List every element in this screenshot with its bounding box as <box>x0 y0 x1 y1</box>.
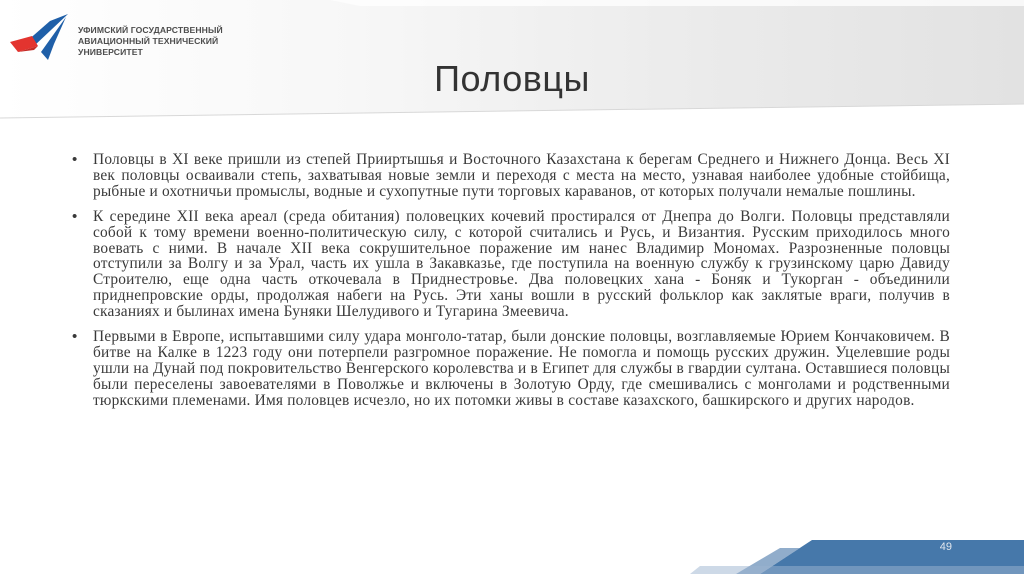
bullet-item: • Половцы в XI веке пришли из степей Прииртышья и Восточного Казахстана к берегам Среднего и Нижнего Донца. Весь XI век половцы осваивали степь, захватывая новые земли и переходя с места на место, узнавая наиболее удобные стойбища, рыбные и охотничьи промыслы, водные и сухопутные пути торговых караванов, от которых получали немалые пошлины. <box>72 152 950 200</box>
bullet-item: • К середине XII века ареал (среда обитания) половецких кочевий простирался от Днепра до Волги. Половцы представляли собой к тому времени военно-политическую силу, с которой считались и Русь, и Византия. Русским приходилось много воевать с ними. В начале XII века сокрушительное поражение им нанес Владимир Мономах. Разрозненные половцы отступили за Волгу и за Урал, часть их ушла в Закавказье, где поступила на военную службу к грузинскому царю Давиду Строителю, еще одна часть откочевала в Приднестровье. Два половецких хана - Боняк и Тукорган - объединили приднепровские орды, продолжая набеги на Русь. Эти ханы вошли в русский фольклор как заклятые враги, получив в сказаниях и былинах имена Буняки Шелудивого и Тугарина Змеевича. <box>72 209 950 320</box>
university-name-line: УФИМСКИЙ ГОСУДАРСТВЕННЫЙ <box>78 25 223 35</box>
university-name-line: АВИАЦИОННЫЙ ТЕХНИЧЕСКИЙ <box>78 36 219 46</box>
bullet-item: • Первыми в Европе, испытавшими силу удара монголо-татар, были донские половцы, возглавляемые Юрием Кончаковичем. В битве на Калке в 1223 году они потерпели разгромное поражение. Не помогла и помощь русских дружин. Уцелевшие роды ушли на Дунай под покровительство Венгерского королевства и в Египет для службы в гвардии султана. Оставшиеся половцы были переселены завоевателями в Поволжье и включены в Золотую Орду, где смешивались с монголами и родственными тюркскими племенами. Имя половцев исчезло, но их потомки живы в составе казахского, башкирского и других народов. <box>72 329 950 409</box>
page-number: 49 <box>939 541 952 553</box>
university-name-line: УНИВЕРСИТЕТ <box>78 47 143 57</box>
slide-title: Половцы <box>434 58 590 99</box>
